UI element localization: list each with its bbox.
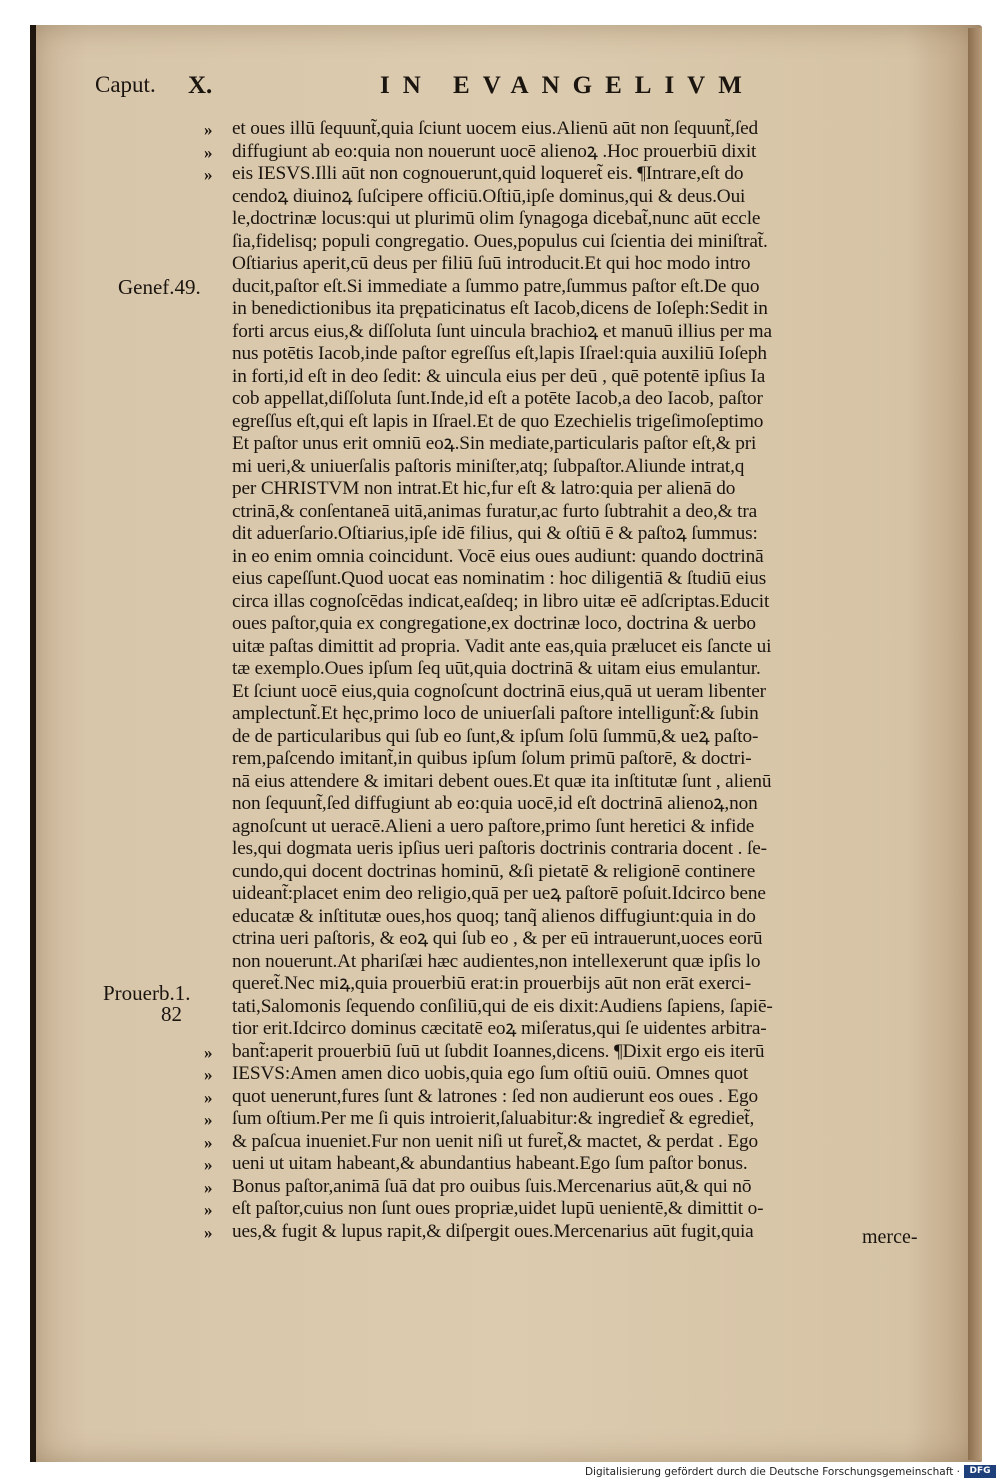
text-line: agnoſcunt ut ueracē.Alieni a uero paſtore,primo ſunt heretici & infide — [232, 815, 755, 837]
text-line: egreſſus eſt,qui eſt lapis in Iſrael.Et de quo Ezechielis trigeſimoſeptimo — [232, 410, 764, 432]
quotation-mark: » — [204, 1200, 213, 1219]
text-line: ctrina ueri paſtoris, & eoꝝ qui ſub eo , & per eū intrauerunt,uoces eorū — [232, 928, 763, 949]
chapter-number: X. — [188, 72, 213, 99]
text-line: tæ exemplo.Oues ipſum ſeq uūt,quia doctrinā & uitam eius emulantur. — [232, 658, 761, 679]
text-line: le,doctrinæ locus:qui ut plurimū olim ſynagoga dicebat̃,nunc aūt eccle — [232, 208, 761, 229]
text-line: ſum oſtium.Per me ſi quis introierit,ſaluabitur:& ingrediet̃ & egrediet̃, — [232, 1108, 755, 1129]
text-line: Bonus paſtor,animā ſuā dat pro ouibus ſuis.Mercenarius aūt,& qui nō — [232, 1175, 752, 1197]
text-line: cob appellat,diſſoluta ſunt.Inde,id eſt a potēte Iacob,a deo Iacob, paſtor — [232, 388, 763, 409]
text-line: tior erit.Idcirco dominus cæcitatē eoꝝ miſeratus,qui ſe uidentes arbitra- — [232, 1018, 767, 1039]
text-line: IESVS:Amen amen dico uobis,quia ego ſum oſtiū ouiū. Omnes quot — [232, 1063, 749, 1084]
text-line: forti arcus eius,& diſſoluta ſunt uincula brachioꝝ et manuū illius per ma — [232, 320, 772, 342]
text-line: ſia,fidelisq; populi congregatio. Oues,populus cui ſcientia dei miniſtrat̃. — [232, 230, 768, 252]
text-line: diffugiunt ab eo:quia non nouerunt uocē alienoꝝ .Hoc prouerbiū dixit — [232, 140, 757, 162]
text-line: amplectunt̃.Et hęc,primo loco de uniuerſali paſtore intelligunt̃:& ſubin — [232, 703, 759, 724]
quotation-mark: » — [204, 120, 213, 139]
text-line: ueni ut uitam habeant,& abundantius habeant.Ego ſum paſtor bonus. — [232, 1153, 748, 1174]
text-line: uideant̃:placet enim deo religio,quā per ueꝝ paſtorē poſuit.Idcirco bene — [232, 883, 766, 904]
digitization-credit: Digitalisierung gefördert durch die Deutsche Forschungsgemeinschaft · — [584, 1466, 960, 1478]
text-line: in eo enim omnia coincidunt. Vocē eius oues audiunt: quando doctrinā — [232, 545, 764, 567]
quotation-mark: » — [204, 1155, 213, 1174]
quotation-mark: » — [204, 1065, 213, 1084]
text-line: queret̃.Nec miꝝ,quia prouerbiū erat:in prouerbijs aūt non erāt exerci- — [232, 973, 752, 994]
text-line: et oues illū ſequunt̃,quia ſciunt uocem eius.Alienū aūt non ſequunt̃,ſed — [232, 118, 759, 139]
margin-note-genesis: Genef.49. — [118, 275, 201, 299]
running-head-title: IN EVANGELIVM — [380, 72, 755, 99]
quotation-mark: » — [204, 1132, 213, 1152]
text-line: Et ſciunt uocē eius,quia cognoſcunt doctrinā eius,quā ut ueram libenter — [232, 680, 766, 702]
quotation-mark: » — [204, 1177, 213, 1197]
page-edge — [968, 28, 982, 1460]
quotation-mark: » — [204, 1087, 213, 1107]
text-line: non nouerunt.At phariſæi hæc audientes,non intellexerunt quæ ipſis lo — [232, 950, 761, 972]
text-line: educatæ & inſtitutæ oues,hos quoq; tanq̃ alienos diffugiunt:quia in do — [232, 905, 756, 927]
text-line: cendoꝝ diuinoꝝ ſuſcipere officiū.Oſtiū,ipſe dominus,qui & deus.Oui — [232, 185, 746, 207]
text-line: circa illas cognoſcēdas indicat,eaſdeq; in libro uitæ eē adſcriptas.Educit — [232, 590, 770, 612]
text-line: eius capeſſunt.Quod uocat eas nominatim : hoc diligentiā & ſtudiū eius — [232, 568, 767, 589]
text-line: les,qui dogmata ueris ipſius ueri paſtoris doctrinis contraria docent . ſe- — [232, 838, 767, 859]
text-line: tati,Salomonis ſequendo conſiliū,qui de eis dixit:Audiens ſapiens, ſapiē- — [232, 995, 773, 1017]
body-text — [232, 118, 952, 1243]
text-line: uitæ paſtas dimittit ad propria. Vadit ante eas,quia prælucet eis ſancte ui — [232, 635, 772, 657]
text-line: eſt paſtor,cuius non ſunt oues propriæ,uidet lupū uenientē,& dimittit o- — [232, 1198, 764, 1219]
text-line: bant̃:aperit prouerbiū ſuū ut ſubdit Ioannes,dicens. ¶Dixit ergo eis iterū — [232, 1040, 765, 1062]
catchword: merce- — [862, 1226, 918, 1248]
text-line: ues,& fugit & lupus rapit,& diſpergit oues.Mercenarius aūt fugit,quia — [232, 1220, 754, 1242]
text-line: quot uenerunt,fures ſunt & latrones : ſed non audierunt eos oues . Ego — [232, 1085, 759, 1107]
text-line: oues paſtor,quia ex congregatione,ex doctrinæ loco, doctrina & uerbo — [232, 613, 756, 634]
text-line: rem,paſcendo imitant̃,in quibus ipſum ſolum primū paſtorē, & doctri- — [232, 748, 752, 769]
text-line: & paſcua inueniet.Fur non uenit niſi ut furet̃,& mactet, & perdat . Ego — [232, 1130, 759, 1152]
quotation-mark: » — [204, 165, 213, 184]
quotation-mark: » — [204, 142, 213, 162]
running-head-caput: Caput. — [95, 72, 156, 97]
dfg-logo: DFG — [964, 1465, 996, 1478]
quotation-mark: » — [204, 1042, 213, 1062]
margin-note-proverbs: Prouerb.1. — [103, 981, 191, 1005]
text-line: per CHRISTVM non intrat.Et hic,fur eſt & latro:quia per alienā do — [232, 478, 736, 499]
page-gutter-shadow — [30, 25, 36, 1463]
margin-note-proverbs-number: 82 — [161, 1002, 182, 1026]
text-line: cundo,qui docent doctrinas hominū, &ſi pietatē & religionē continere — [232, 860, 756, 882]
text-line: nā eius attendere & imitari debent oues.Et quæ ita inſtitutæ ſunt , alienū — [232, 770, 772, 792]
text-line: in forti,id eſt in deo ſedit: & uincula eius per deū , quē potentē ipſius Ia — [232, 365, 766, 387]
text-line: eis IESVS.Illi aūt non cognouerunt,quid loqueret̃ eis. ¶Intrare,eſt do — [232, 163, 744, 184]
text-line: dit aduerſario.Oſtiarius,ipſe idē filius, qui & oſtiū ē & paſtoꝝ ſummus: — [232, 523, 758, 544]
text-line: Et paſtor unus erit omniū eoꝝ.Sin mediate,particularis paſtor eſt,& pri — [232, 433, 757, 454]
text-line: Oſtiarius aperit,cū deus per filiū ſuū introducit.Et qui hoc modo intro — [232, 253, 751, 274]
text-line: nus potētis Iacob,inde paſtor egreſſus eſt,lapis Iſrael:quia auxiliū Ioſeph — [232, 343, 767, 364]
quotation-mark: » — [204, 1222, 213, 1242]
text-line: de de particularibus qui ſub eo ſunt,& ipſum ſolū ſummū,& ueꝝ paſto- — [232, 725, 759, 747]
quotation-mark: » — [204, 1110, 213, 1129]
text-line: mi ueri,& uniuerſalis paſtoris miniſter,atq; ſubpaſtor.Aliunde intrat,q — [232, 455, 745, 477]
text-line: ctrinā,& conſentaneā uitā,animas furatur,ac furto ſubtrahit a deo,& tra — [232, 500, 758, 522]
text-line: in benedictionibus ita prępaticinatus eſt Iacob,dicens de Ioſeph:Sedit in — [232, 298, 768, 319]
text-line: ducit,paſtor eſt.Si immediate a ſummo patre,ſummus paſtor eſt.De quo — [232, 275, 760, 297]
text-line: non ſequunt̃,ſed diffugiunt ab eo:quia uocē,id eſt doctrinā alienoꝝ,non — [232, 793, 758, 814]
